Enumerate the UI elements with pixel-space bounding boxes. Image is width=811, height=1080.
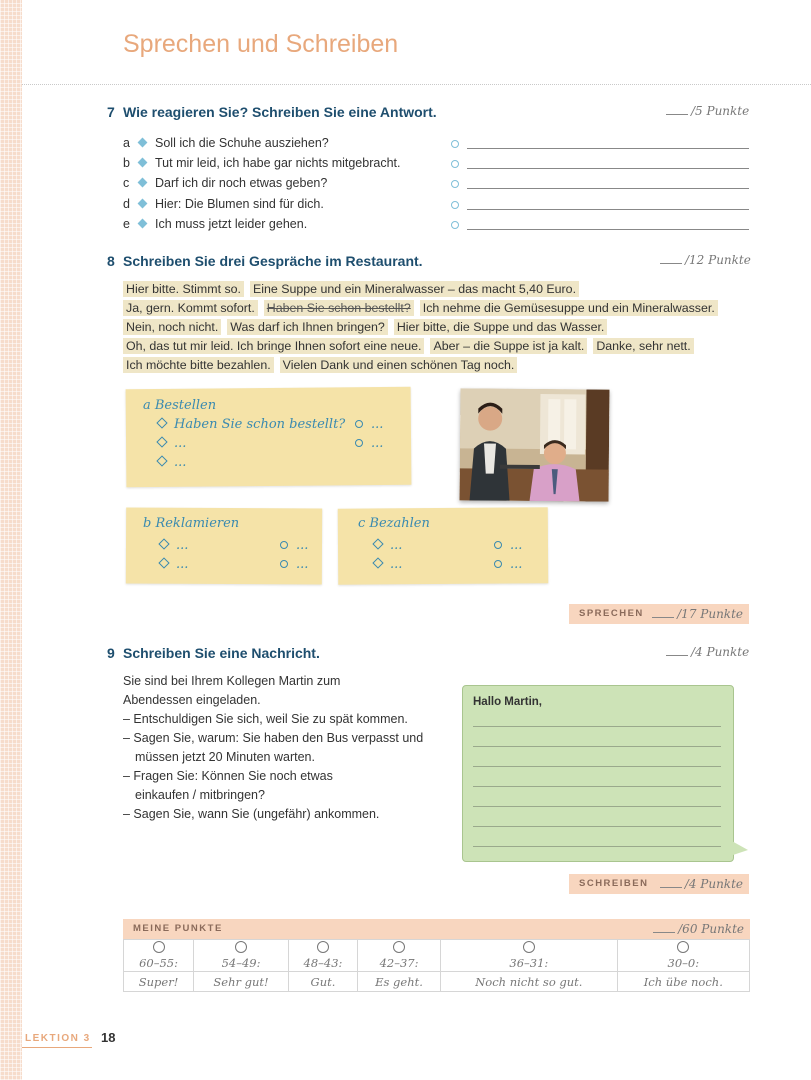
circle-icon bbox=[494, 560, 502, 568]
phrase: Danke, sehr nett. bbox=[593, 338, 693, 354]
ex9-points-label: /4 Punkte bbox=[691, 645, 750, 659]
note-a-row3[interactable] bbox=[158, 455, 186, 470]
item-letter: d bbox=[123, 197, 130, 211]
item-text: Darf ich dir noch etwas geben? bbox=[155, 176, 328, 190]
score-range: 36–31: bbox=[509, 956, 549, 970]
phrase-row bbox=[123, 356, 763, 375]
meine-punkte-points-label: /60 Punkte bbox=[678, 922, 744, 936]
phrase-row bbox=[123, 299, 763, 318]
diamond-icon bbox=[372, 557, 383, 568]
note-c-row1[interactable] bbox=[374, 538, 402, 553]
ellipsis: ... bbox=[510, 557, 523, 572]
ex9-instructions bbox=[123, 672, 453, 824]
footer-rule bbox=[22, 1047, 92, 1048]
note-b-row2[interactable] bbox=[160, 557, 188, 572]
smiley-icon bbox=[317, 941, 329, 953]
diamond-icon bbox=[138, 219, 148, 229]
title-divider bbox=[22, 84, 811, 85]
message-line[interactable] bbox=[473, 766, 721, 767]
answer-line-c[interactable] bbox=[467, 188, 749, 189]
answer-line-e[interactable] bbox=[467, 229, 749, 230]
note-c-answer1[interactable] bbox=[494, 538, 522, 553]
phrase-row bbox=[123, 318, 763, 337]
schreiben-label: SCHREIBEN bbox=[579, 878, 649, 889]
instruction-line: einkaufen / mitbringen? bbox=[135, 788, 265, 802]
diamond-icon bbox=[158, 538, 169, 549]
message-line[interactable] bbox=[473, 786, 721, 787]
left-margin-strip bbox=[0, 0, 22, 1080]
instruction-line: – Fragen Sie: Können Sie noch etwas bbox=[123, 769, 333, 783]
sprechen-points-label: /17 Punkte bbox=[677, 607, 743, 621]
diamond-icon bbox=[138, 178, 148, 188]
diamond-icon bbox=[138, 158, 148, 168]
page-number: 18 bbox=[101, 1030, 116, 1045]
grade-cell: Gut. bbox=[288, 972, 357, 992]
ex7-points-label: /5 Punkte bbox=[691, 104, 750, 118]
score-range: 30–0: bbox=[667, 956, 700, 970]
message-line[interactable] bbox=[473, 826, 721, 827]
phrase: Hier bitte, die Suppe und das Wasser. bbox=[394, 319, 608, 335]
score-cell bbox=[194, 940, 289, 972]
item-text: Tut mir leid, ich habe gar nichts mitgebracht. bbox=[155, 156, 401, 170]
message-line[interactable] bbox=[473, 846, 721, 847]
meine-punkte-label: MEINE PUNKTE bbox=[133, 923, 223, 934]
ex7-points bbox=[666, 104, 749, 118]
ellipsis: ... bbox=[296, 538, 309, 553]
ex8-title: Schreiben Sie drei Gespräche im Restaurant. bbox=[123, 253, 423, 269]
ex7-item-a bbox=[123, 134, 329, 152]
score-range: 48–43: bbox=[303, 956, 343, 970]
answer-line-a[interactable] bbox=[467, 148, 749, 149]
message-line[interactable] bbox=[473, 726, 721, 727]
note-c-row2[interactable] bbox=[374, 557, 402, 572]
note-c-title: c Bezahlen bbox=[358, 516, 430, 531]
circle-bullet-icon bbox=[451, 180, 459, 188]
restaurant-photo bbox=[460, 388, 610, 501]
circle-icon bbox=[280, 541, 288, 549]
score-range: 60–55: bbox=[139, 956, 179, 970]
ellipsis: ... bbox=[390, 538, 403, 553]
phrase: Vielen Dank und einen schönen Tag noch. bbox=[280, 357, 518, 373]
circle-bullet-icon bbox=[451, 221, 459, 229]
ex7-number: 7 bbox=[107, 104, 115, 120]
schreiben-points-label: /4 Punkte bbox=[684, 877, 743, 891]
phrase: Hier bitte. Stimmt so. bbox=[123, 281, 244, 297]
phrase: Was darf ich Ihnen bringen? bbox=[227, 319, 388, 335]
ellipsis: ... bbox=[174, 436, 187, 451]
schreiben-points bbox=[660, 874, 743, 894]
message-line[interactable] bbox=[473, 806, 721, 807]
score-table bbox=[123, 939, 750, 992]
note-a-row2[interactable] bbox=[158, 436, 186, 451]
ex7-item-e bbox=[123, 215, 307, 233]
note-b-answer2[interactable] bbox=[280, 557, 308, 572]
message-greeting: Hallo Martin, bbox=[473, 696, 543, 708]
score-cell bbox=[288, 940, 357, 972]
instruction-line: – Entschuldigen Sie sich, weil Sie zu spät kommen. bbox=[123, 712, 408, 726]
ex8-number: 8 bbox=[107, 253, 115, 269]
circle-bullet-icon bbox=[451, 160, 459, 168]
ellipsis: ... bbox=[371, 436, 384, 451]
neutral-face-icon bbox=[393, 941, 405, 953]
meine-punkte-points bbox=[653, 919, 744, 939]
sad-face-icon bbox=[523, 941, 535, 953]
grade-cell: Es geht. bbox=[357, 972, 440, 992]
note-b-answer1[interactable] bbox=[280, 538, 308, 553]
ex7-item-d bbox=[123, 195, 324, 213]
ellipsis: ... bbox=[176, 538, 189, 553]
instruction-line: müssen jetzt 20 Minuten warten. bbox=[135, 750, 315, 764]
instruction-line: – Sagen Sie, wann Sie (ungefähr) ankommen. bbox=[123, 807, 380, 821]
ellipsis: ... bbox=[510, 538, 523, 553]
ex9-number: 9 bbox=[107, 645, 115, 661]
answer-line-b[interactable] bbox=[467, 168, 749, 169]
instruction-line: – Sagen Sie, warum: Sie haben den Bus verpasst und bbox=[123, 731, 424, 745]
ex7-title: Wie reagieren Sie? Schreiben Sie eine Antwort. bbox=[123, 104, 437, 120]
circle-bullet-icon bbox=[451, 201, 459, 209]
score-range: 42–37: bbox=[379, 956, 419, 970]
note-b-title: b Reklamieren bbox=[143, 516, 240, 531]
grade-cell: Sehr gut! bbox=[194, 972, 289, 992]
score-cell bbox=[124, 940, 194, 972]
instruction-line: Sie sind bei Ihrem Kollegen Martin zum bbox=[123, 674, 341, 688]
page-title: Sprechen und Schreiben bbox=[123, 30, 399, 58]
score-cell bbox=[357, 940, 440, 972]
footer-lektion: LEKTION 3 bbox=[25, 1033, 91, 1044]
diamond-icon bbox=[138, 138, 148, 148]
phrase: Eine Suppe und ein Mineralwasser – das macht 5,40 Euro. bbox=[250, 281, 579, 297]
score-cell bbox=[441, 940, 618, 972]
note-a-example: Haben Sie schon bestellt? bbox=[174, 417, 346, 432]
sprechen-label: SPRECHEN bbox=[579, 608, 644, 619]
ellipsis: ... bbox=[296, 557, 309, 572]
ex9-points bbox=[666, 645, 749, 659]
circle-icon bbox=[280, 560, 288, 568]
phrase: Ja, gern. Kommt sofort. bbox=[123, 300, 258, 316]
item-letter: e bbox=[123, 217, 130, 231]
score-cell bbox=[617, 940, 749, 972]
phrase: Ich möchte bitte bezahlen. bbox=[123, 357, 274, 373]
score-range: 54–49: bbox=[221, 956, 261, 970]
ellipsis: ... bbox=[390, 557, 403, 572]
score-grade-row bbox=[124, 972, 750, 992]
grade-cell: Ich übe noch. bbox=[617, 972, 749, 992]
ex8-points-label: /12 Punkte bbox=[685, 253, 751, 267]
circle-icon bbox=[494, 541, 502, 549]
circle-bullet-icon bbox=[451, 140, 459, 148]
answer-line-d[interactable] bbox=[467, 209, 749, 210]
circle-icon bbox=[355, 420, 363, 428]
note-a-title: a Bestellen bbox=[143, 398, 217, 413]
ex7-item-c bbox=[123, 174, 327, 192]
item-text: Ich muss jetzt leider gehen. bbox=[155, 217, 308, 231]
note-a-answer1[interactable] bbox=[355, 417, 383, 432]
diamond-icon bbox=[158, 557, 169, 568]
note-a-answer2[interactable] bbox=[355, 436, 383, 451]
diamond-icon bbox=[156, 417, 167, 428]
sprechen-score-bar bbox=[569, 604, 749, 624]
ellipsis: ... bbox=[174, 455, 187, 470]
score-range-row bbox=[124, 940, 750, 972]
grade-cell: Noch nicht so gut. bbox=[441, 972, 618, 992]
ellipsis: ... bbox=[176, 557, 189, 572]
diamond-icon bbox=[156, 455, 167, 466]
circle-icon bbox=[355, 439, 363, 447]
item-letter: a bbox=[123, 136, 130, 150]
ex9-title: Schreiben Sie eine Nachricht. bbox=[123, 645, 320, 661]
instruction-line: Abendessen eingeladen. bbox=[123, 693, 261, 707]
bubble-tail bbox=[730, 840, 748, 856]
phrase: Oh, das tut mir leid. Ich bringe Ihnen sofort eine neue. bbox=[123, 338, 424, 354]
waiter-guest-image bbox=[460, 388, 610, 501]
phrase-bank bbox=[123, 280, 763, 375]
phrase: Ich nehme die Gemüsesuppe und ein Mineralwasser. bbox=[420, 300, 718, 316]
smiley-icon bbox=[153, 941, 165, 953]
item-text: Hier: Die Blumen sind für dich. bbox=[155, 197, 324, 211]
phrase: Nein, noch nicht. bbox=[123, 319, 221, 335]
phrase: Aber – die Suppe ist ja kalt. bbox=[430, 338, 587, 354]
item-letter: b bbox=[123, 156, 130, 170]
smiley-icon bbox=[235, 941, 247, 953]
note-c-answer2[interactable] bbox=[494, 557, 522, 572]
item-letter: c bbox=[123, 176, 130, 190]
diamond-icon bbox=[156, 436, 167, 447]
sprechen-points bbox=[652, 604, 743, 624]
ex8-points bbox=[660, 253, 751, 267]
item-text: Soll ich die Schuhe ausziehen? bbox=[155, 136, 329, 150]
ellipsis: ... bbox=[371, 417, 384, 432]
diamond-icon bbox=[138, 199, 148, 209]
message-line[interactable] bbox=[473, 746, 721, 747]
sad-face-icon bbox=[677, 941, 689, 953]
diamond-icon bbox=[372, 538, 383, 549]
meine-punkte-bar bbox=[123, 919, 750, 939]
schreiben-score-bar bbox=[569, 874, 749, 894]
phrase-used: Haben Sie schon bestellt? bbox=[264, 300, 414, 316]
phrase-row bbox=[123, 337, 763, 356]
ex7-item-b bbox=[123, 154, 400, 172]
note-b-row1[interactable] bbox=[160, 538, 188, 553]
grade-cell: Super! bbox=[124, 972, 194, 992]
phrase-row bbox=[123, 280, 763, 299]
note-a-row1[interactable] bbox=[158, 417, 345, 432]
message-bubble[interactable] bbox=[462, 685, 734, 862]
